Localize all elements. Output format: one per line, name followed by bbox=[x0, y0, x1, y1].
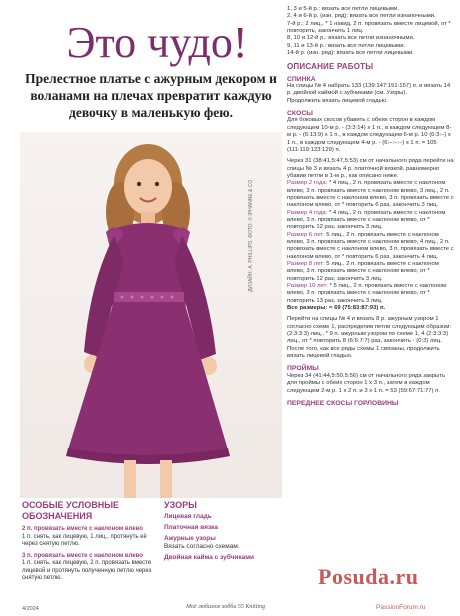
pattern-lace-text: Вязать согласно схемам. bbox=[164, 543, 240, 550]
size-4-label: Размер 4 года: bbox=[287, 209, 328, 216]
pattern-lace: Ажурные узоры bbox=[164, 535, 216, 542]
patterns-section bbox=[164, 500, 284, 562]
size-2-label: Размер 2 года: bbox=[287, 180, 328, 187]
through-text-2: Перейти на спицы № 4 и вязать 8 р. ажурным узором 1 согласно схеме 1, распределив петли следующим образом: (2:3:3:3) лиц., * 9 п. ажурным узором по схеме 1, 4 (2:3:3:3) лиц., от * повторить 8 (6:6:7:7) раз, закончить - (0:3) лиц. bbox=[287, 316, 451, 345]
page-title: Это чудо! bbox=[66, 18, 248, 67]
through-text-1: Через 31 (38:41,5:47,5:53) см от начального ряда перейти на спицы № 3 и вязать 4 р. платочной вязкой, равномерно убавив петли в 1-м р., как описано ниже. bbox=[287, 158, 454, 179]
size-10-text: * 5 лиц., 2 п. провязать вместе с наклоном влево, 3 п. провязать вместе с наклоном влево, от * повторить 13 раз, закончить 3 лиц. bbox=[287, 283, 447, 304]
girl-in-dress-illustration bbox=[20, 132, 282, 498]
rows-line-1: 1, 3 и 5-й р.: вязать все петли лицевыми. bbox=[287, 6, 400, 12]
back-heading: СПИНКА bbox=[287, 75, 316, 83]
rows-line-3: 7-й р.: 2 лиц., * 1 накид, 2 п. провязать вместе лицевой, от * повторить, закончить 1 лиц. bbox=[287, 20, 451, 35]
size-6-label: Размер 6 лет: bbox=[287, 231, 325, 238]
bevels-heading: СКОСЫ bbox=[287, 110, 313, 118]
armholes-text: Через 34 (41:44,5:50,5:56) см от начального ряда закрыть для проймы с обеих сторон 1 x 3 п., затем в каждом следующем 2-м р. 1 x 2 п. и 3 x 1 п. = 53 (59:67:71:77) п. bbox=[287, 372, 446, 394]
issue-number: 4/2024 bbox=[22, 606, 39, 612]
brand-name: Knitting bbox=[245, 604, 265, 610]
bevels-text: Для боковых скосов убавить с обеих сторон в каждом следующем 10-м р. - (3:3:14) x 1 п., в каждом следующем 8-м р. - (6:13:9) x 1 п., в каждом следующем 6-м р. 10 (6:3:–) x 1 п., в каждом следующем 4-м р. - (6:–:–:–) x 1 п. = 105 (111:119:123:129) п. bbox=[287, 117, 452, 153]
instructions-column bbox=[287, 6, 455, 407]
rows-line-4: 8, 10 и 12-й р.: вязать все петли изнаночными. bbox=[287, 35, 415, 42]
symbols-heading: ОСОБЫЕ УСЛОВНЫЕ ОБОЗНАЧЕНИЯ bbox=[22, 500, 120, 521]
hero-photo bbox=[20, 132, 282, 498]
pattern-picot-hem: Двойная кайма с зубчиками bbox=[164, 554, 255, 561]
symbol-1-title: 2 п. провязать вместе с наклоном влево bbox=[22, 526, 143, 532]
through-text-3: После того, как все ряды схемы 1 связаны, продолжить вязать лицевой гладью. bbox=[287, 345, 440, 360]
size-4-text: * 4 лиц., 2 п. провязать вместе с наклоном влево, 3 п. провязать вместе с наклоном влево, от * повторить 12 раз, закончить 3 лиц. bbox=[287, 209, 446, 231]
symbols-list bbox=[22, 526, 158, 587]
size-8-label: Размер 8 лет: bbox=[287, 261, 325, 267]
all-sizes-text: Все размеры: = 69 (75:83:87:93) п. bbox=[287, 305, 386, 312]
page-number: 55 bbox=[237, 604, 244, 610]
watermark-logo: Posuda.ru bbox=[318, 564, 419, 589]
size-10-label: Размер 10 лет: bbox=[287, 283, 328, 290]
work-description-heading: ОПИСАНИЕ РАБОТЫ bbox=[287, 62, 374, 72]
size-8-text: 5 лиц., 2 п. провязать вместе с наклоном влево, 3 п. провязать вместе с наклоном влево, от * повторить 12 раз, закончить 3 лиц. bbox=[287, 261, 439, 282]
back-text: На спицы № 4 набрать 133 (139:147:151:157) п. и вязать 14 р. двойной каймой с зубчиками (см. Узоры). bbox=[287, 83, 451, 97]
pattern-stockinette: Лицевая гладь bbox=[164, 513, 212, 520]
symbol-2-text: 1 п. снять, как лицевую, 2 п. провязать вместе лицевой и протянуть полученную петлю через снятую петлю. bbox=[22, 560, 152, 581]
magazine-name: Моё любимое хобби bbox=[186, 604, 237, 610]
watermark bbox=[318, 560, 460, 616]
rows-line-5: 9, 11 и 13-й р.: вязать все петли лицевыми. bbox=[287, 42, 406, 49]
armholes-heading: ПРОЙМЫ bbox=[287, 365, 319, 373]
magazine-footer bbox=[186, 604, 265, 610]
neck-heading: ПЕРЕДНЕЕ СКОСЫ ГОРЛОВИНЫ bbox=[287, 399, 399, 407]
pattern-garter: Платочная вязка bbox=[164, 524, 219, 531]
rows-line-2: 2, 4 и 6-й р. (изн. ряд): вязать все петли изнаночными. bbox=[287, 13, 436, 20]
back-text-2: Продолжить вязать лицевой гладью. bbox=[287, 97, 388, 104]
symbol-1-text: 1 п. снять, как лицевую, 1 лиц., протянуть её через снятую петлю. bbox=[22, 533, 147, 547]
lead-paragraph: Прелестное платье с ажурным декором и воланами на плечах превратит каждую девочку в маленькую фею. bbox=[25, 71, 277, 120]
photo-credit: ДИЗАЙН: A. PHILLIPS. ФОТО: © IPHANNE & CO. bbox=[248, 178, 254, 292]
size-2-text: * 4 лиц., 2 п. провязать вместе с наклоном влево, 3 п. провязать вместе с наклоном влево, 3 лиц., 2 п. провязать вместе с наклоном влево, 3 п. провязать вместе с наклоном влево, от * повторить 6 раз, закончить 3 лиц. bbox=[287, 180, 454, 209]
size-6-text: 5 лиц., 2 п. провязать вместе с наклоном влево, 3 п. провязать вместе с наклоном влево, 4 лиц., 2 п. провязать вместе с наклоном влево, 3 п. провязать вместе с наклоном влево, от * повторить 6 раз, закончить 4 лиц. bbox=[287, 231, 454, 260]
rows-line-6: 14-й р. (изн. ряд): вязать все петли лицевыми. bbox=[287, 50, 414, 57]
patterns-heading: УЗОРЫ bbox=[164, 500, 197, 510]
symbol-2-title: 3 п. провязать вместе с наклоном влево bbox=[22, 552, 143, 559]
watermark-url: PassionForum.ru bbox=[376, 604, 426, 611]
